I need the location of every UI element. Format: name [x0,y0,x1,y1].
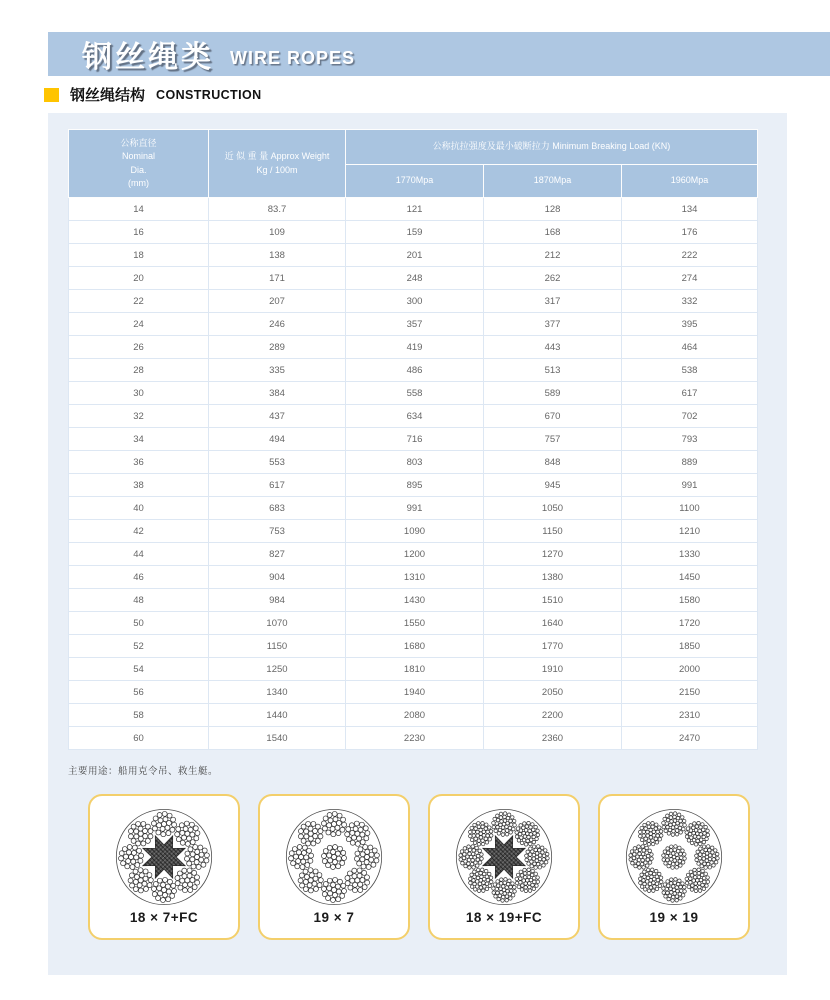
cell-weight: 138 [209,244,346,267]
table-row [69,681,758,704]
specs-table-header [69,130,758,198]
cell-breaking-load: 212 [484,244,622,267]
cell-diameter: 44 [69,543,209,566]
cell-weight: 1540 [209,727,346,750]
cell-diameter: 18 [69,244,209,267]
cell-diameter: 56 [69,681,209,704]
cell-breaking-load: 176 [622,221,758,244]
cell-breaking-load: 274 [622,267,758,290]
table-row [69,198,758,221]
cell-breaking-load: 134 [622,198,758,221]
cell-diameter: 16 [69,221,209,244]
table-row [69,221,758,244]
cell-breaking-load: 1100 [622,497,758,520]
cell-breaking-load: 702 [622,405,758,428]
cell-breaking-load: 716 [346,428,484,451]
table-row [69,704,758,727]
banner-title-en: WIRE ROPES [230,47,356,68]
col-header-grade-1870: 1870Mpa [484,165,622,198]
cell-breaking-load: 895 [346,474,484,497]
yellow-bullet-icon [44,88,59,102]
cell-weight: 335 [209,359,346,382]
cell-diameter: 30 [69,382,209,405]
cell-breaking-load: 128 [484,198,622,221]
cell-diameter: 32 [69,405,209,428]
cell-breaking-load: 2050 [484,681,622,704]
cell-breaking-load: 377 [484,313,622,336]
cell-weight: 437 [209,405,346,428]
cell-weight: 1440 [209,704,346,727]
table-row [69,267,758,290]
content-panel [48,113,787,975]
construction-label: 19 × 7 [313,910,355,925]
cell-breaking-load: 443 [484,336,622,359]
cell-breaking-load: 1550 [346,612,484,635]
cell-breaking-load: 395 [622,313,758,336]
cell-breaking-load: 262 [484,267,622,290]
cell-diameter: 34 [69,428,209,451]
table-row [69,612,758,635]
rope-cross-section-drawing [112,805,216,909]
cell-breaking-load: 1720 [622,612,758,635]
cell-breaking-load: 168 [484,221,622,244]
cell-diameter: 20 [69,267,209,290]
cell-breaking-load: 889 [622,451,758,474]
cell-breaking-load: 121 [346,198,484,221]
cell-breaking-load: 1940 [346,681,484,704]
cell-breaking-load: 2310 [622,704,758,727]
cell-breaking-load: 2360 [484,727,622,750]
cell-breaking-load: 464 [622,336,758,359]
table-row [69,497,758,520]
construction-card [428,794,580,940]
cell-breaking-load: 793 [622,428,758,451]
cell-weight: 617 [209,474,346,497]
cell-diameter: 24 [69,313,209,336]
table-row [69,635,758,658]
cell-weight: 904 [209,566,346,589]
header-line: (mm) [128,177,149,188]
cell-breaking-load: 222 [622,244,758,267]
section-title-zh: 钢丝绳结构 [70,87,146,104]
cell-weight: 1340 [209,681,346,704]
cell-breaking-load: 589 [484,382,622,405]
cell-diameter: 22 [69,290,209,313]
cell-breaking-load: 1510 [484,589,622,612]
cell-breaking-load: 1450 [622,566,758,589]
cell-diameter: 38 [69,474,209,497]
cell-diameter: 14 [69,198,209,221]
construction-card [598,794,750,940]
banner-title-zh: 钢丝绳类 [82,41,214,74]
cell-weight: 494 [209,428,346,451]
cell-weight: 171 [209,267,346,290]
cell-breaking-load: 1150 [484,520,622,543]
cell-breaking-load: 357 [346,313,484,336]
cell-breaking-load: 419 [346,336,484,359]
cell-weight: 984 [209,589,346,612]
rope-cross-section-drawing [622,805,726,909]
table-row [69,359,758,382]
header-line: Dia. [130,164,147,175]
cell-breaking-load: 2000 [622,658,758,681]
header-line: 近 似 重 量 Approx Weight [224,151,330,162]
col-header-grade-1960: 1960Mpa [622,165,758,198]
cell-weight: 109 [209,221,346,244]
cell-diameter: 42 [69,520,209,543]
cell-breaking-load: 332 [622,290,758,313]
cell-breaking-load: 1050 [484,497,622,520]
header-line: Nominal [121,151,155,162]
cell-diameter: 60 [69,727,209,750]
cell-weight: 83.7 [209,198,346,221]
cell-breaking-load: 2200 [484,704,622,727]
cell-diameter: 26 [69,336,209,359]
cell-breaking-load: 1580 [622,589,758,612]
cell-weight: 246 [209,313,346,336]
table-row [69,658,758,681]
cell-breaking-load: 1090 [346,520,484,543]
construction-label: 19 × 19 [649,910,699,925]
cell-weight: 1150 [209,635,346,658]
table-row [69,566,758,589]
construction-card [258,794,410,940]
cell-diameter: 58 [69,704,209,727]
cell-breaking-load: 159 [346,221,484,244]
cell-diameter: 48 [69,589,209,612]
cell-breaking-load: 2150 [622,681,758,704]
cell-weight: 827 [209,543,346,566]
header-line: 公称直径 [120,138,157,149]
usage-note: 主要用途：船用克令吊、救生艇。 [68,766,219,777]
cell-breaking-load: 1850 [622,635,758,658]
cell-breaking-load: 248 [346,267,484,290]
cell-breaking-load: 617 [622,382,758,405]
cell-breaking-load: 538 [622,359,758,382]
cell-weight: 553 [209,451,346,474]
cell-breaking-load: 1270 [484,543,622,566]
cell-diameter: 54 [69,658,209,681]
cell-weight: 683 [209,497,346,520]
table-row [69,336,758,359]
col-header-diameter [69,130,209,198]
cell-weight: 289 [209,336,346,359]
table-row [69,474,758,497]
header-line: Kg / 100m [256,164,298,175]
cell-breaking-load: 513 [484,359,622,382]
cell-breaking-load: 317 [484,290,622,313]
rope-cross-section-drawing [282,805,386,909]
table-row [69,543,758,566]
cell-breaking-load: 2470 [622,727,758,750]
cell-breaking-load: 991 [622,474,758,497]
specs-table-body [69,198,758,750]
table-row [69,451,758,474]
cell-diameter: 46 [69,566,209,589]
cell-breaking-load: 1200 [346,543,484,566]
cell-breaking-load: 1910 [484,658,622,681]
table-row [69,405,758,428]
cell-breaking-load: 2230 [346,727,484,750]
cell-diameter: 36 [69,451,209,474]
cell-diameter: 28 [69,359,209,382]
page-banner [48,32,830,76]
cell-breaking-load: 757 [484,428,622,451]
cell-breaking-load: 945 [484,474,622,497]
cell-diameter: 40 [69,497,209,520]
construction-label: 18 × 7+FC [129,910,199,925]
table-row [69,428,758,451]
cell-diameter: 50 [69,612,209,635]
construction-cards [68,794,757,940]
cell-breaking-load: 848 [484,451,622,474]
section-heading [44,84,262,105]
col-header-breaking-load: 公称抗拉强度及最小破断拉力 Minimum Breaking Load (KN) [346,130,758,165]
col-header-weight [209,130,346,198]
table-row [69,290,758,313]
table-row [69,520,758,543]
cell-breaking-load: 1810 [346,658,484,681]
cell-diameter: 52 [69,635,209,658]
cell-weight: 1070 [209,612,346,635]
cell-breaking-load: 803 [346,451,484,474]
cell-weight: 753 [209,520,346,543]
cell-breaking-load: 486 [346,359,484,382]
rope-cross-section-drawing [452,805,556,909]
construction-label: 18 × 19+FC [465,910,543,925]
section-title-en: CONSTRUCTION [156,88,262,102]
cell-breaking-load: 1380 [484,566,622,589]
cell-breaking-load: 2080 [346,704,484,727]
cell-weight: 384 [209,382,346,405]
cell-breaking-load: 300 [346,290,484,313]
cell-breaking-load: 1330 [622,543,758,566]
cell-breaking-load: 1210 [622,520,758,543]
cell-weight: 207 [209,290,346,313]
specs-table [68,129,758,750]
cell-breaking-load: 1310 [346,566,484,589]
construction-card [88,794,240,940]
table-row [69,244,758,267]
cell-breaking-load: 634 [346,405,484,428]
col-header-grade-1770: 1770Mpa [346,165,484,198]
table-row [69,589,758,612]
cell-weight: 1250 [209,658,346,681]
cell-breaking-load: 1770 [484,635,622,658]
cell-breaking-load: 1640 [484,612,622,635]
cell-breaking-load: 558 [346,382,484,405]
cell-breaking-load: 201 [346,244,484,267]
table-row [69,313,758,336]
cell-breaking-load: 991 [346,497,484,520]
table-row [69,382,758,405]
cell-breaking-load: 1430 [346,589,484,612]
table-row [69,727,758,750]
cell-breaking-load: 670 [484,405,622,428]
cell-breaking-load: 1680 [346,635,484,658]
